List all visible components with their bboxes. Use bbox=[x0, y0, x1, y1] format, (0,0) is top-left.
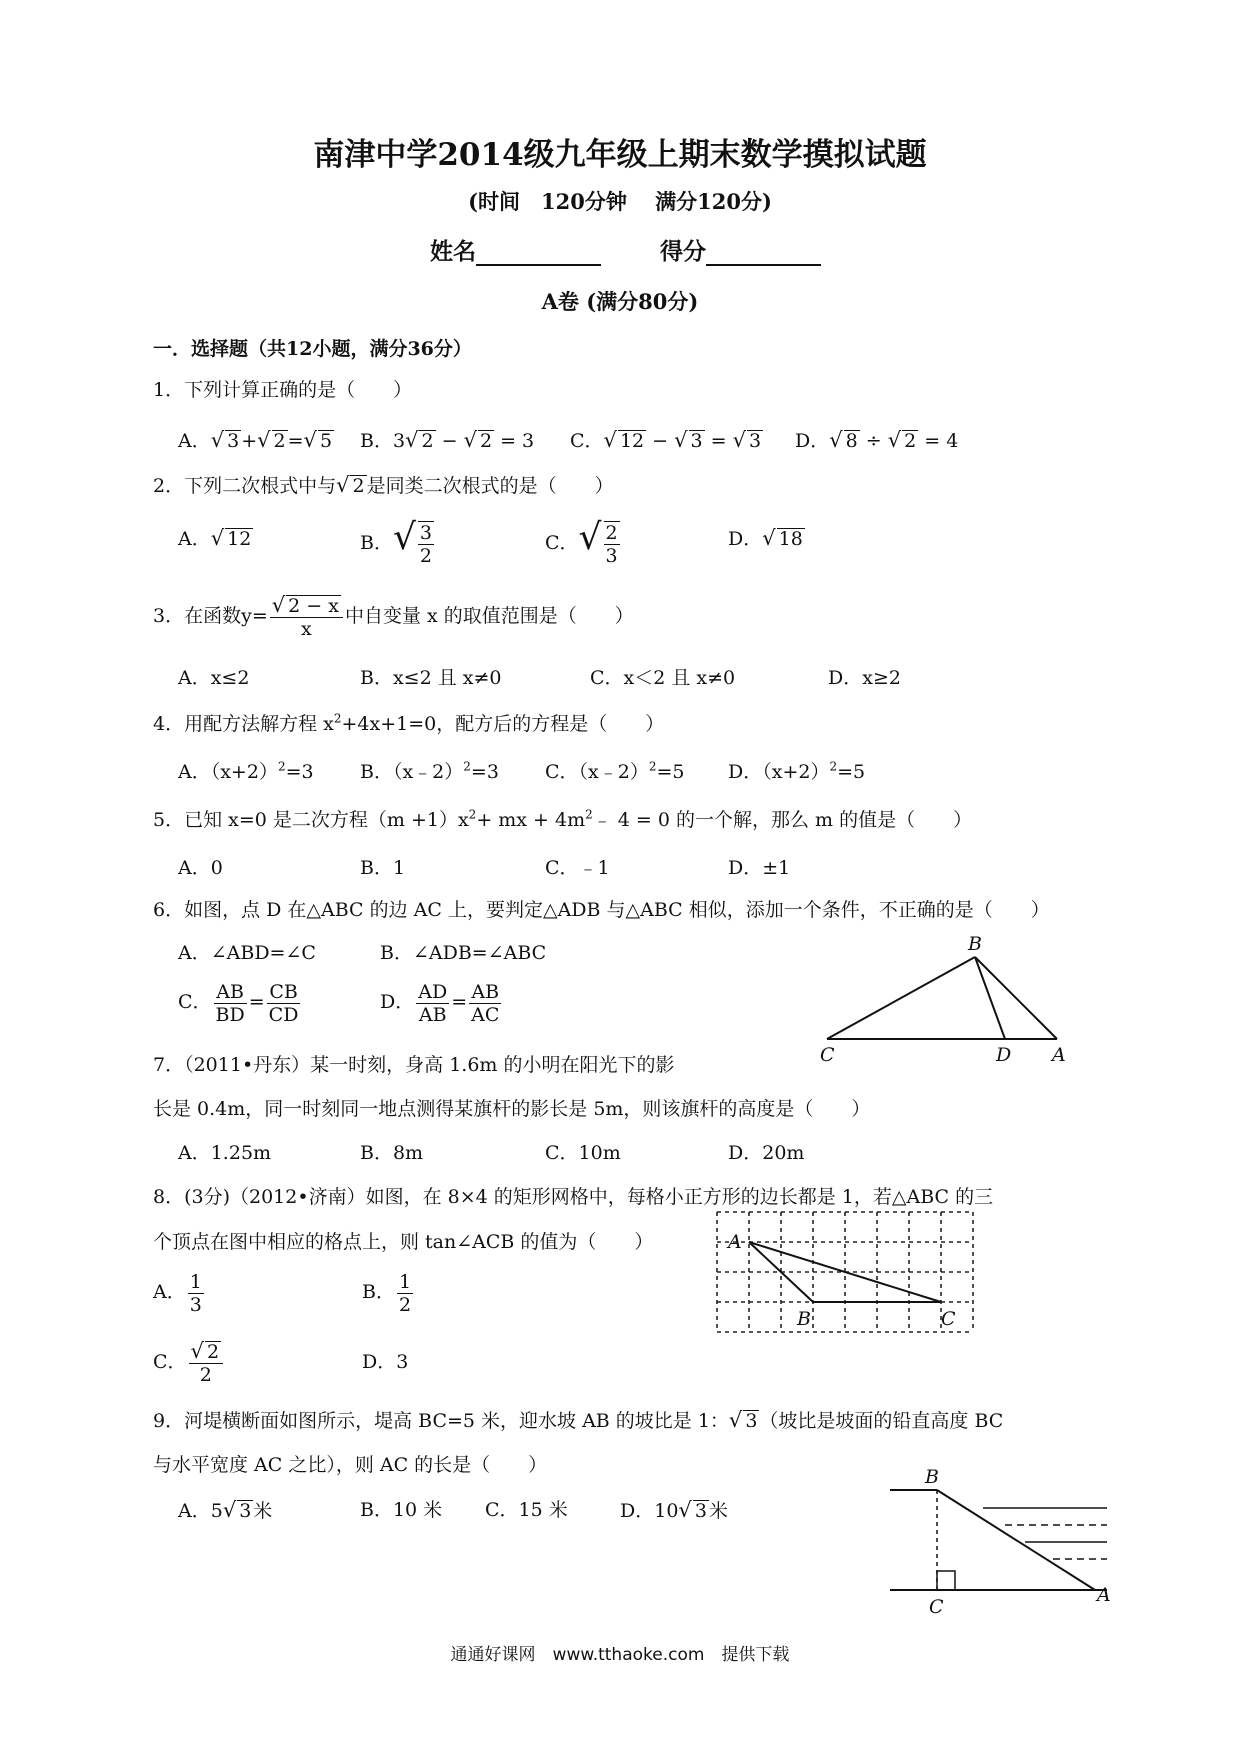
q6-option-d[interactable]: D． $\frac{AD}{AB}$ = $\frac{AB}{AC}$ bbox=[380, 980, 500, 1026]
exam-title: 南津中学2014级九年级上期末数学摸拟试题 bbox=[313, 137, 927, 173]
q6-label-b: B bbox=[968, 933, 982, 955]
q1-stem: 1．下列计算正确的是（ ） bbox=[153, 379, 413, 401]
q2-stem: 2．下列二次根式中与√ 2 是同类二次根式的是（ ） bbox=[153, 473, 614, 497]
score-label: 得分 bbox=[660, 238, 706, 265]
footer-credit: 通通好课网 www.tthaoke.com 提供下载 bbox=[450, 1645, 790, 1665]
section-heading: 一．选择题（共12小题，满分36分） bbox=[153, 338, 472, 360]
q8-grid-figure bbox=[715, 1210, 980, 1350]
name-field[interactable] bbox=[430, 238, 601, 266]
q7-option-b[interactable]: B．8m bbox=[360, 1142, 424, 1164]
q6-option-a[interactable]: A．∠ABD=∠C bbox=[178, 942, 316, 964]
q8-option-b[interactable]: B． $\frac{1}{2}$ bbox=[362, 1270, 412, 1316]
q4-option-a[interactable]: A．$(x+2)^2=3$ bbox=[178, 759, 314, 783]
q9-label-a: A bbox=[1097, 1584, 1111, 1606]
q8-label-b: B bbox=[797, 1308, 811, 1330]
volume-label: A卷 (满分80分) bbox=[541, 289, 699, 314]
q8-label-c: C bbox=[941, 1308, 956, 1330]
q6-triangle-figure bbox=[815, 935, 1075, 1070]
q9-label-c: C bbox=[929, 1596, 944, 1618]
q7-line1: 7．（2011•丹东）某一时刻，身高 1.6m 的小明在阳光下的影 bbox=[153, 1054, 675, 1076]
q7-option-c[interactable]: C．10m bbox=[545, 1142, 621, 1164]
name-blank[interactable] bbox=[476, 242, 601, 266]
q1-option-a[interactable]: A．√ 3 +√ 2 =√ 5 bbox=[178, 428, 333, 452]
q7-line2: 长是 0.4m，同一时刻同一地点测得某旗杆的影长是 5m，则该旗杆的高度是（ ） bbox=[153, 1098, 871, 1120]
q5-option-d[interactable]: D．±1 bbox=[728, 857, 791, 879]
score-blank[interactable] bbox=[706, 242, 821, 266]
q2-option-b[interactable]: B．√ $\frac{3}{2}$ bbox=[360, 517, 433, 567]
q9-line1: 9．河堤横断面如图所示，堤高 BC=5 米，迎水坡 AB 的坡比是 1：√ 3 （坡比是坡面的铅直高度 BC bbox=[153, 1408, 1004, 1432]
q4-option-b[interactable]: B．（x﹣2）$^2$=3 bbox=[360, 759, 499, 783]
q6-option-b[interactable]: B．∠ADB=∠ABC bbox=[380, 942, 547, 964]
q9-option-d[interactable]: D．10√ 3 米 bbox=[620, 1498, 728, 1522]
q6-label-d: D bbox=[996, 1044, 1012, 1066]
q5-option-b[interactable]: B．1 bbox=[360, 857, 406, 879]
q7-option-a[interactable]: A．1.25m bbox=[178, 1142, 272, 1164]
exam-subtitle: (时间 120分钟 满分120分) bbox=[468, 189, 772, 214]
q1-option-d[interactable]: D．√ 8 ÷ √ 2 = 4 bbox=[795, 428, 959, 452]
q3-option-a[interactable]: A．x≤2 bbox=[178, 667, 250, 689]
q4-stem: 4．用配方法解方程 $x^2+4x+1=0$，配方后的方程是（ ） bbox=[153, 711, 665, 735]
q4-option-c[interactable]: C．（x﹣2）$^2$=5 bbox=[545, 759, 685, 783]
q9-option-a[interactable]: A．5√ 3 米 bbox=[178, 1498, 273, 1522]
q4-option-d[interactable]: D．$(x+2)^2=5$ bbox=[728, 759, 866, 783]
q8-line2: 个顶点在图中相应的格点上，则 tan∠ACB 的值为（ ） bbox=[153, 1231, 654, 1253]
q6-option-c[interactable]: C． $\frac{AB}{BD}$ = $\frac{CB}{CD}$ bbox=[178, 980, 299, 1026]
q5-option-a[interactable]: A．0 bbox=[178, 857, 223, 879]
q6-label-a: A bbox=[1052, 1044, 1066, 1066]
q1-option-b[interactable]: B．3√ 2 − √ 2 = 3 bbox=[360, 428, 535, 452]
q2-option-d[interactable]: D．√ 18 bbox=[728, 526, 803, 550]
q7-option-d[interactable]: D．20m bbox=[728, 1142, 805, 1164]
q9-option-b[interactable]: B．10 米 bbox=[360, 1499, 443, 1521]
q1-option-c[interactable]: C．√ 12 − √ 3 = √ 3 bbox=[570, 428, 762, 452]
q9-option-c[interactable]: C．15 米 bbox=[485, 1499, 568, 1521]
q9-line2: 与水平宽度 AC 之比），则 AC 的长是（ ） bbox=[153, 1454, 548, 1476]
q3-option-b[interactable]: B．x≤2 且 x≠0 bbox=[360, 667, 502, 689]
q9-label-b: B bbox=[925, 1466, 939, 1488]
q3-option-c[interactable]: C．x＜2 且 x≠0 bbox=[590, 667, 736, 689]
q6-label-c: C bbox=[820, 1044, 835, 1066]
q3-stem: 3．在函数y= $\frac{√ 2 - x}{x}$ 中自变量 x 的取值范围是（ ） bbox=[153, 593, 634, 640]
q2-option-a[interactable]: A．√ 12 bbox=[178, 526, 252, 550]
q5-option-c[interactable]: C．﹣1 bbox=[545, 857, 610, 879]
name-label: 姓名 bbox=[430, 238, 476, 265]
q8-option-c[interactable]: C． $\frac{√ 2}{2}$ bbox=[153, 1334, 225, 1390]
q3-option-d[interactable]: D．x≥2 bbox=[828, 667, 901, 689]
q8-line1: 8．(3分)（2012•济南）如图，在 8×4 的矩形网格中，每格小正方形的边长都是 1，若△ABC 的三 bbox=[153, 1186, 994, 1208]
score-field[interactable] bbox=[660, 238, 821, 266]
q8-option-a[interactable]: A． $\frac{1}{3}$ bbox=[153, 1270, 202, 1316]
q8-label-a: A bbox=[728, 1231, 742, 1253]
q6-stem: 6．如图，点 D 在△ABC 的边 AC 上，要判定△ADB 与△ABC 相似，添加一个条件，不正确的是（ ） bbox=[153, 899, 1050, 921]
q9-embankment-figure bbox=[885, 1465, 1125, 1620]
q8-option-d[interactable]: D．3 bbox=[362, 1351, 409, 1373]
q2-option-c[interactable]: C．√ $\frac{2}{3}$ bbox=[545, 517, 618, 567]
q5-stem: 5．已知 x=0 是二次方程$(m +1)x^2+$ mx + $4m^2﹣$ 4 = 0 的一个解，那么 m 的值是（ ） bbox=[153, 807, 973, 831]
